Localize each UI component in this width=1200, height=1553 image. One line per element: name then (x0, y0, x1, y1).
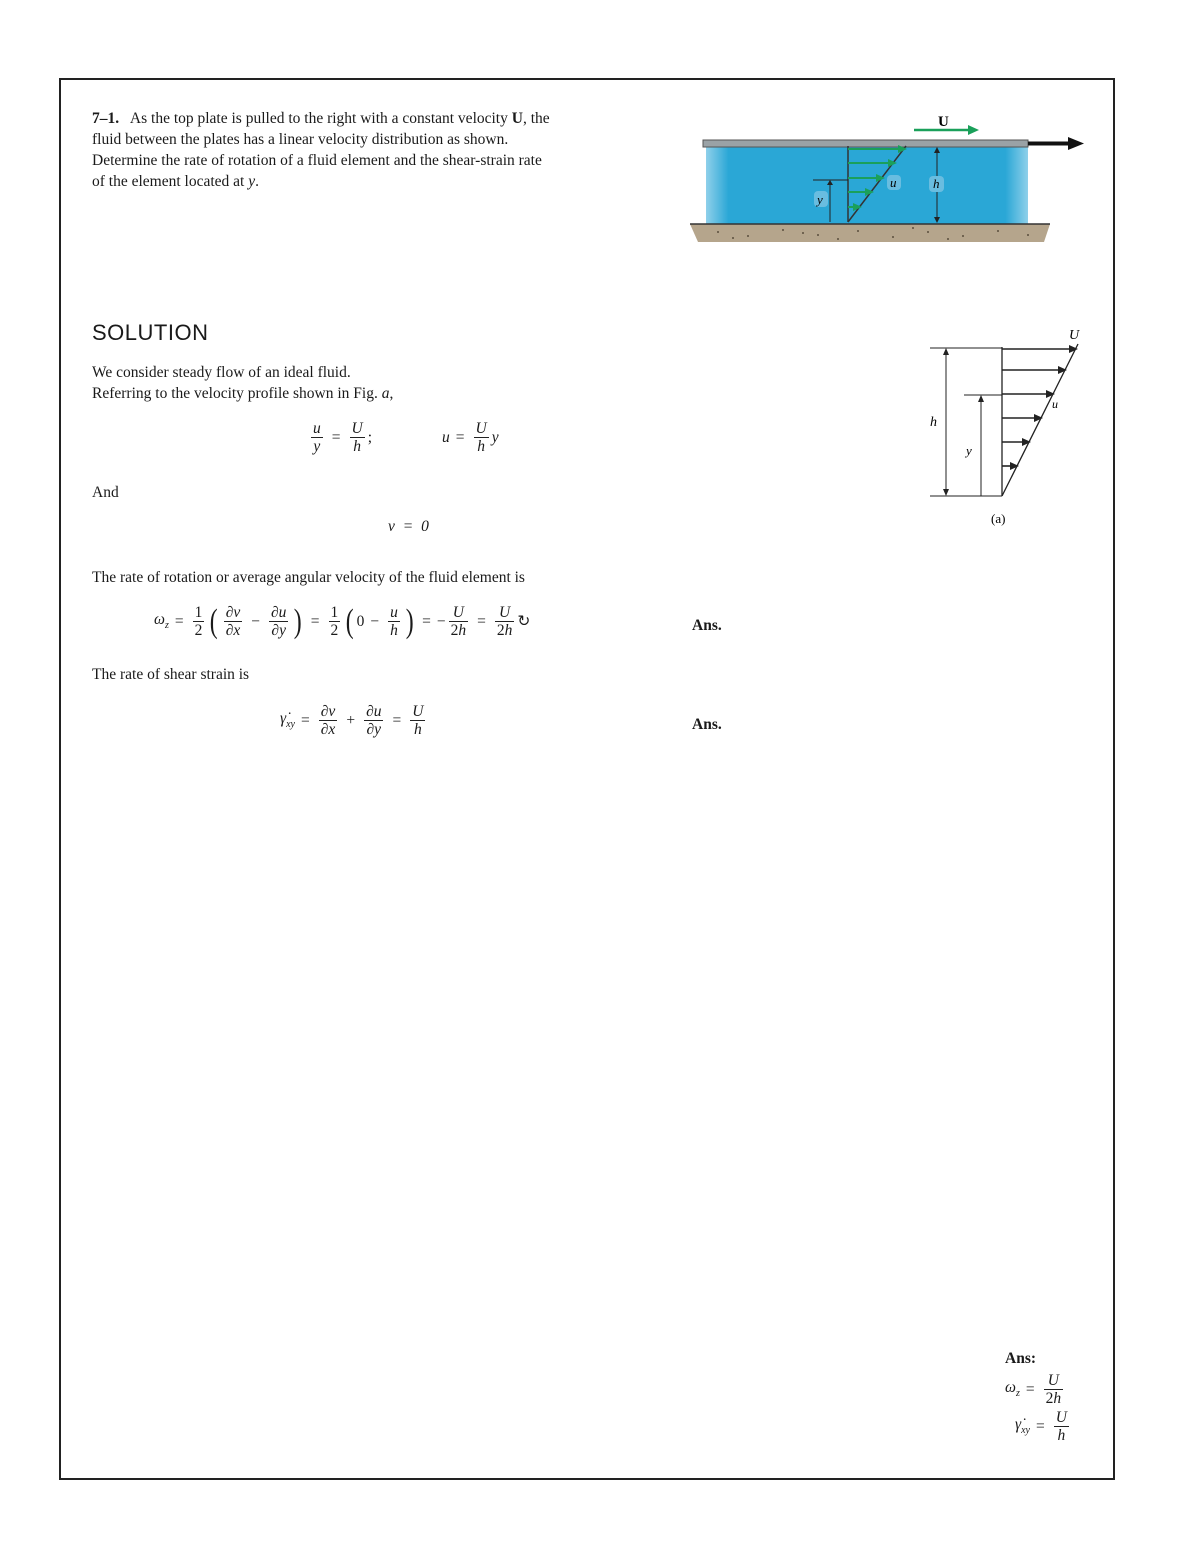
solution-intro (92, 362, 393, 404)
U-label-top: U (938, 114, 949, 130)
top-plate (703, 140, 1028, 147)
h-label-top: h (933, 176, 940, 191)
fluid-region (706, 146, 1028, 224)
solution-line-2 (92, 383, 393, 404)
problem-y: y (248, 173, 256, 190)
problem-text-1: As the top plate is pulled to the right with a constant velocity (129, 110, 512, 127)
ground (690, 224, 1050, 242)
line2-fig-ref: a (381, 385, 390, 402)
problem-number: 7–1. (92, 110, 120, 127)
problem-statement (92, 108, 552, 192)
u-label-top: u (890, 175, 897, 190)
answer-summary-label: Ans: (1005, 1350, 1037, 1367)
shear-text: The rate of shear strain is (92, 666, 250, 683)
plate-flow-figure (688, 108, 1088, 248)
rotation-text: The rate of rotation or average angular velocity of the fluid element is (92, 569, 525, 586)
figure-a-caption: (a) (991, 511, 1006, 526)
ans-label-rotation: Ans. (692, 617, 722, 634)
line2-end: , (389, 385, 394, 402)
answer-gamma: $\gammȧ_{xy}$ = $\frac{U}{h}$ (1015, 1409, 1067, 1444)
page-border (59, 78, 1115, 1480)
velocity-profile-figure-a (918, 322, 1093, 532)
equation-rotation: $\omega_z$ = $\frac{1}{2}$ ( $\frac{\partial v}{\partial x}$ − $\frac{\partial u}{\partial y}$ ) = $\frac{1}{2}$ ( 0 − $\frac{u}{h}$ ) = − $\frac{U}{2h}$ = $\frac{U}{2h}$ ↻ (154, 602, 531, 640)
problem-text-2: , the fluid between the plates has a linear velocity distribution as shown. Determine the rate of rotation of a fluid element and the shear-strain rate of the element located at (92, 110, 550, 190)
y-label-top: y (817, 192, 823, 207)
equation-velocity-profile: $\frac{u}{y}$ = $\frac{U}{h}$ ; u = $\frac{U}{h}$ y (313, 420, 499, 455)
problem-end: . (255, 173, 259, 190)
and-label: And (92, 484, 119, 501)
solution-title: SOLUTION (92, 320, 209, 345)
equation-v-zero: v = 0 (388, 518, 429, 535)
ans-label-shear: Ans. (692, 716, 722, 733)
pull-arrow-head (1068, 137, 1084, 150)
y-label-a: y (966, 443, 972, 458)
velocity-vectors-a (1002, 345, 1078, 470)
problem-U: U (511, 110, 523, 127)
u-label-a: u (1052, 397, 1058, 411)
h-label-a: h (930, 415, 937, 430)
answer-summary (1005, 1350, 1072, 1444)
solution-line-1: We consider steady flow of an ideal fluid. (92, 364, 351, 381)
equation-shear: $\gammȧ_{xy}$ = $\frac{\partial v}{\partial x}$ + $\frac{\partial u}{\partial y}$ = $\frac{U}{h}$ (280, 703, 424, 738)
U-label-a: U (1069, 328, 1080, 343)
profile-line-a (1002, 344, 1078, 496)
U-arrow-head (968, 125, 979, 135)
line2-text: Referring to the velocity profile shown in Fig. (92, 385, 382, 402)
answer-omega: $\omega_z$ = $\frac{U}{2h}$ (1005, 1372, 1062, 1407)
